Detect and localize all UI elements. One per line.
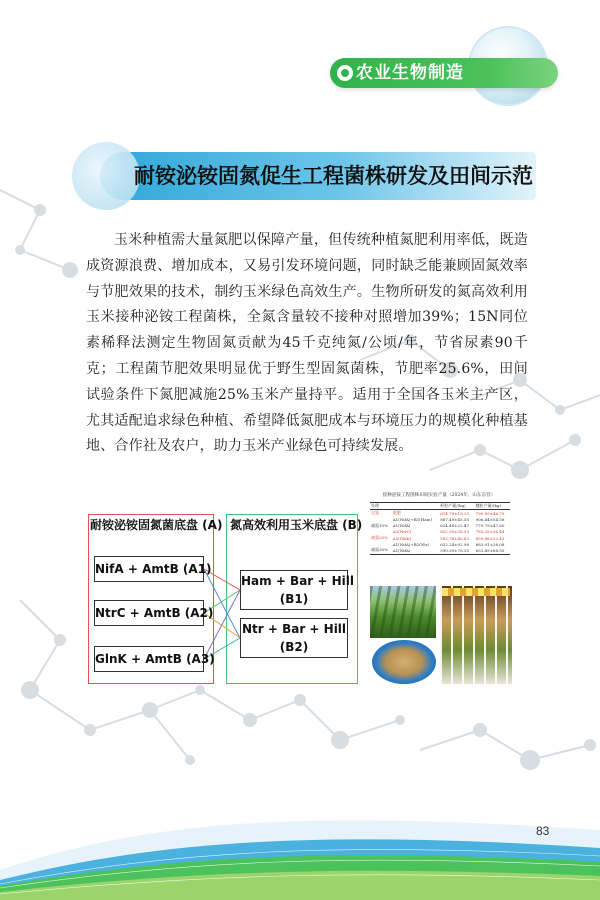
results-cell-v1: 867.49±45.55	[440, 516, 469, 522]
strain-a3: GlnK + AmtB (A3)	[94, 646, 204, 672]
seedling-trial-photo	[440, 586, 512, 684]
maize-b1	[240, 570, 355, 610]
results-cell-v1: 582.78±40.63	[440, 535, 469, 541]
maize-b2-code: (B2)	[279, 640, 309, 654]
results-cell-v2: 683.91±26.08	[475, 541, 505, 547]
results-table	[370, 502, 510, 555]
results-cell-group: 全氮	[371, 510, 379, 516]
results-cell-name: A1(NifA)	[392, 547, 439, 554]
page-title: 耐铵泌铵固氮促生工程菌株研发及田间示范	[134, 163, 533, 188]
results-cell-group: 减氮30%	[370, 547, 392, 554]
results-cell-name: A1(NifA)+B1(Ham)	[392, 516, 433, 522]
results-cell-name: 底肥	[392, 510, 401, 516]
results-cell-group: 减氮10%	[371, 522, 388, 528]
results-cell-v1: 590.55±76.35	[439, 547, 474, 554]
strain-a1: NifA + AmtB (A1)	[94, 556, 204, 582]
results-cell-v2: 906.44±54.56	[475, 516, 505, 522]
results-cell-name: A2(NtrC)	[392, 529, 412, 535]
results-cell-group: 减氮20%	[371, 535, 388, 541]
results-cell-v2: 659.88±22.43	[475, 535, 505, 541]
results-cell-v1: 624.48±22.47	[440, 523, 469, 529]
results-header-cell: 籽粒产量/(kg)	[439, 503, 474, 510]
body-paragraph: 玉米种植需大量氮肥以保障产量，但传统种植氮肥利用率低，既造成资源浪费、增加成本，又易引发环境问题，同时缺乏能兼顾固氮效率与节肥效果的技术，制约玉米绿色高效生产。生物所研发的氮高效利用玉米接种泌铵工程菌株，全氮含量较不接种对照增加39%；15N同位素稀释法测定生物固氮贡献为45千克纯氮/公顷/年，节省尿素90千克；工程菌节肥效果明显优于野生型固氮菌株，节肥率25.6%，田间试验条件下氮肥减施25%玉米产量持平。适用于全国各玉米主产区，尤其适配追求绿色种植、希望降低氮肥成本与环境压力的规模化种植基地、合作社及农户，助力玉米产业绿色可持续发展。	[86, 232, 528, 455]
results-header-cell: 处理	[370, 503, 439, 510]
results-cell-v2: 633.49±68.55	[475, 547, 510, 554]
strain-a2: NtrC + AmtB (A2)	[94, 600, 204, 626]
results-cell-name: A1(NifA)	[392, 523, 411, 529]
results-cell-v2: 790.89±46.79	[475, 510, 505, 516]
section-tag-label: 农业生物制造	[356, 63, 464, 83]
results-header-cell: 穗粒产量/(kg)	[475, 503, 510, 510]
results-cell-v2: 785.35±36.44	[475, 529, 505, 535]
maize-b2	[240, 618, 348, 658]
page-number: 83	[536, 824, 550, 838]
results-cell-v2: 779.79±47.60	[475, 523, 505, 529]
results-table-caption: 接种泌铵工程菌株田间实验产量（2024年，山东东营）	[382, 493, 496, 498]
table-row	[370, 547, 510, 554]
maize-field-photo	[370, 586, 436, 638]
results-cell-name: A3(GlnK)	[392, 535, 412, 541]
results-table-header	[370, 503, 510, 510]
maize-b1-genes: Ham + Bar + Hill	[241, 574, 355, 588]
results-cell-v1: 652.93±38.59	[440, 529, 469, 535]
chassis-b-title: 氮高效利用玉米底盘 (B)	[230, 518, 363, 532]
results-cell-name: A1(NifA)+B2(Ntr)	[392, 541, 430, 547]
table-row	[370, 510, 510, 517]
maize-b2-genes: Ntr + Bar + Hill	[241, 622, 347, 636]
soil-sample-photo	[372, 640, 436, 684]
chassis-a-title: 耐铵泌铵固氮菌底盘 (A)	[90, 518, 223, 532]
maize-b1-code: (B1)	[279, 592, 309, 606]
results-cell-v1: 632.24±92.98	[440, 541, 469, 547]
bottom-wave-decoration	[0, 800, 600, 900]
results-cell-v1: 614.79±19.23	[440, 510, 469, 516]
